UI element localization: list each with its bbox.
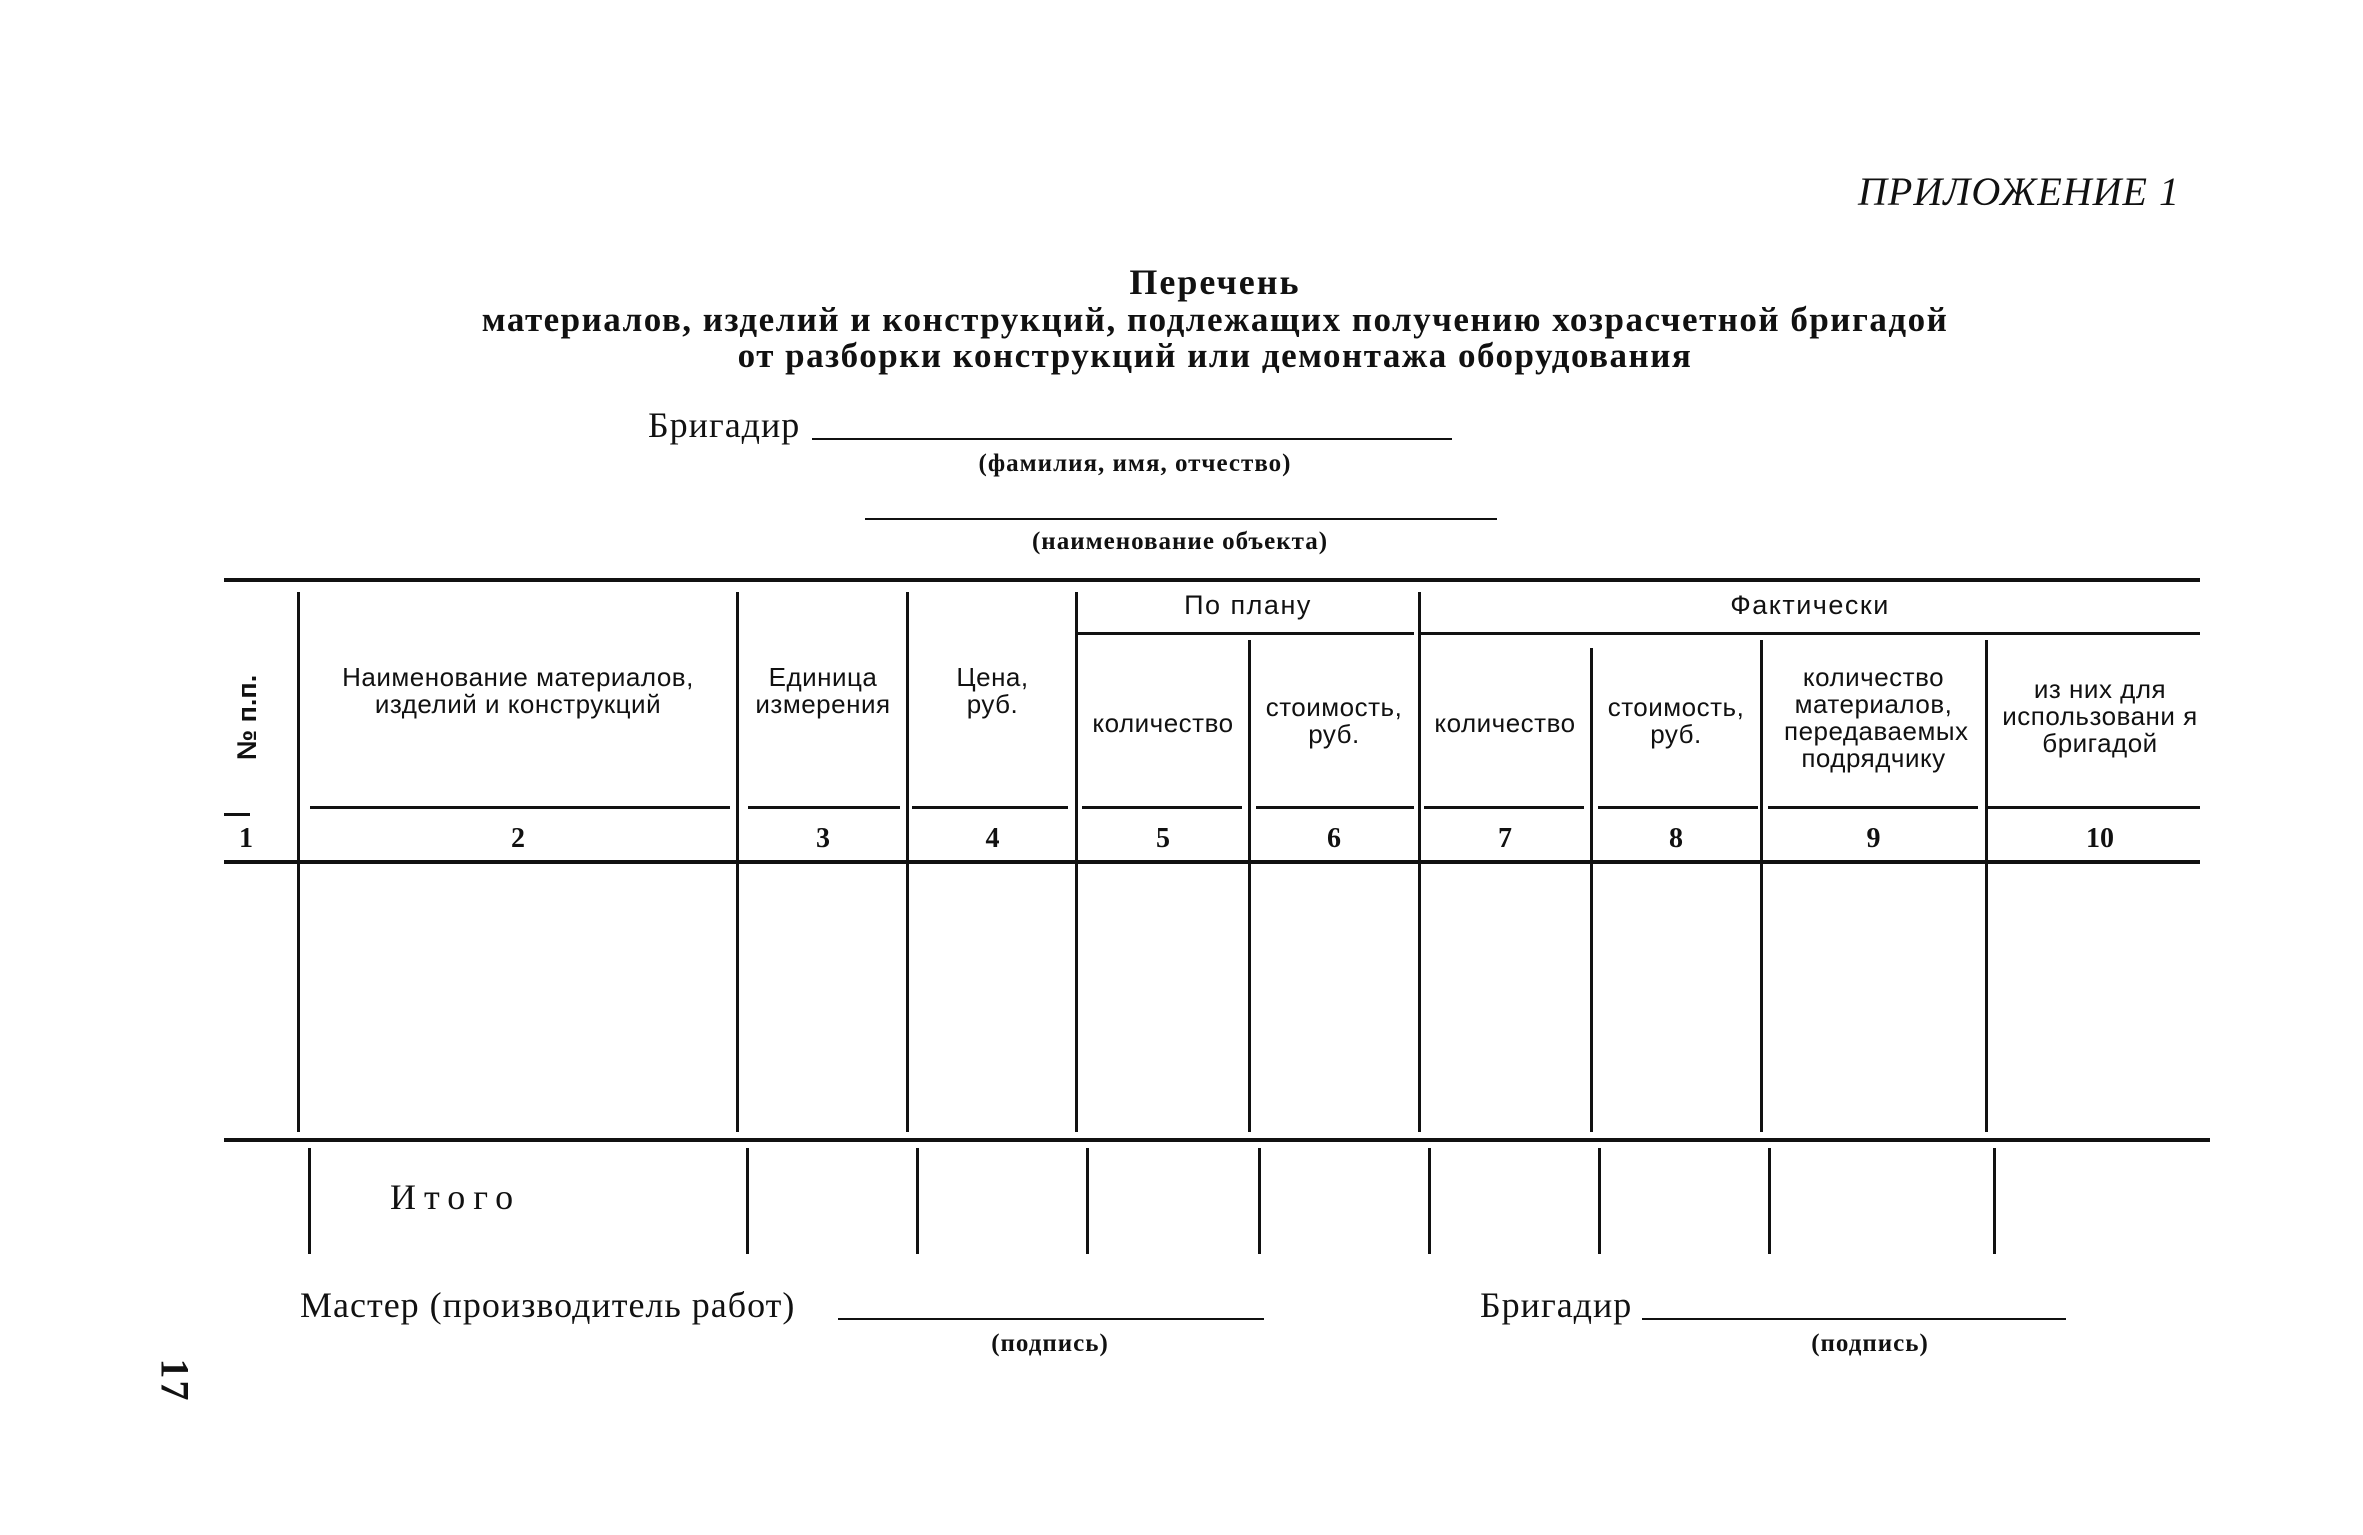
col-num-9: 9 <box>1866 823 1881 854</box>
total-label: Итого <box>390 1177 522 1217</box>
col-header-6: стоимость, руб. <box>1265 692 1403 749</box>
col-num-5: 5 <box>1156 823 1170 854</box>
page-number: 17 <box>152 1358 198 1403</box>
col-num-2: 2 <box>511 823 525 854</box>
col-header-5: количество <box>1092 708 1234 738</box>
col-num-7: 7 <box>1498 823 1512 854</box>
group-header-actual: Фактически <box>1730 590 1890 620</box>
col-header-8: стоимость, руб. <box>1607 692 1745 749</box>
col-num-3: 3 <box>816 823 830 854</box>
brigadier-name-line[interactable] <box>812 438 1452 440</box>
title-line-3: от разборки конструкций или демонтажа оборудования <box>737 336 1693 375</box>
col-num-6: 6 <box>1327 823 1341 854</box>
title-line-1: Перечень <box>1129 262 1301 302</box>
col-header-9: количество материалов, передаваемых подрядчику <box>1784 662 1969 773</box>
appendix-label: ПРИЛОЖЕНИЕ 1 <box>1858 169 2180 214</box>
master-signature-line[interactable] <box>838 1318 1264 1320</box>
group-header-plan: По плану <box>1184 590 1312 620</box>
master-signature-caption: (подпись) <box>991 1330 1109 1357</box>
brigadier-name-caption: (фамилия, имя, отчество) <box>978 450 1292 477</box>
col-num-1: 1 <box>239 823 253 854</box>
col-header-7: количество <box>1434 708 1576 738</box>
col-header-2: Наименование материалов, изделий и конструкций <box>342 662 694 719</box>
col-header-4: Цена, руб. <box>956 662 1029 719</box>
title-line-2: материалов, изделий и конструкций, подлежащих получению хозрасчетной бригадой <box>481 300 1949 339</box>
object-name-caption: (наименование объекта) <box>1031 528 1329 555</box>
brigadier-label: Бригадир <box>648 405 801 445</box>
brigadier-signature-line[interactable] <box>1642 1318 2066 1320</box>
col-header-10: из них для использовани я бригадой <box>2002 674 2198 758</box>
col-num-10: 10 <box>2086 823 2114 854</box>
master-label: Мастер (производитель работ) <box>300 1285 796 1325</box>
brigadier-signature-caption: (подпись) <box>1811 1330 1929 1357</box>
col-header-3: Единица измерения <box>755 662 891 719</box>
brigadier-sign-label: Бригадир <box>1480 1285 1633 1325</box>
table-row[interactable] <box>300 866 2200 1132</box>
col-num-8: 8 <box>1669 823 1683 854</box>
object-name-line[interactable] <box>865 518 1497 520</box>
document-title <box>300 262 2130 374</box>
col-num-4: 4 <box>985 823 1000 854</box>
